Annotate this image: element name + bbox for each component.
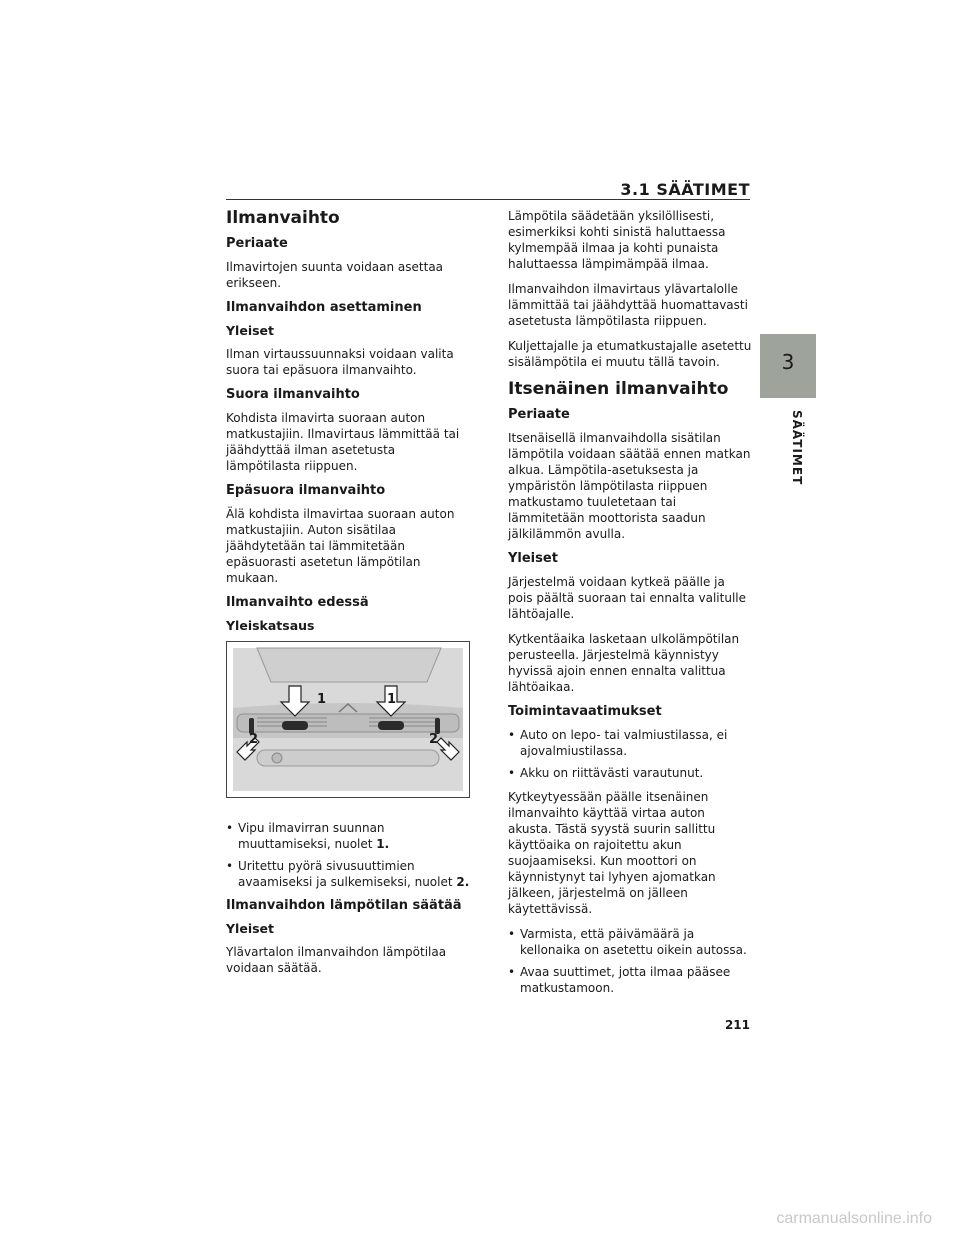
heading-yleiset-2: Yleiset: [226, 921, 274, 936]
text-right-2: Ilmanvaihdon ilmavirtaus ylävartalolle lämmittää tai jäähdyttää huomattavasti asetetusta lämpötilasta riippuen.: [508, 282, 748, 328]
left-column: [226, 208, 470, 985]
text-yleiset-3: Järjestelmä voidaan kytkeä päälle ja pois päältä suoraan tai ennalta valitulle lähtöajalle.: [508, 575, 746, 621]
text-periaate: Ilmavirtojen suunta voidaan asettaa erikseen.: [226, 260, 444, 290]
list-item: • Uritettu pyörä sivusuuttimien avaamiseksi ja sulkemiseksi, nuolet 2.: [226, 858, 470, 890]
heading-periaate-2: Periaate: [508, 407, 570, 422]
heading-itsenainen: Itsenäinen ilmanvaihto: [508, 379, 729, 399]
page-number: 211: [724, 1018, 750, 1032]
chapter-label: SÄÄTIMET: [790, 410, 804, 486]
text-right-3: Kuljettajalle ja etumatkustajalle asetettu sisälämpötila ei muutu tällä tavoin.: [508, 339, 752, 369]
list-item: • Auto on lepo- tai valmiustilassa, ei ajovalmiustilassa.: [508, 727, 752, 759]
text-yleiset-2: Ylävartalon ilmanvaihdon lämpötilaa voidaan säätää.: [226, 945, 447, 975]
heading-edessa: Ilmanvaihto edessä: [226, 595, 369, 610]
text-periaate-2: Itsenäisellä ilmanvaihdolla sisätilan lämpötila voidaan säätää ennen matkan alkua. Lämpötila-asetuksesta ja ympäristön lämpötilasta riippuen matkustamo tuuletetaan tai lämmitetään moottorista saadun jälkilämmön avulla.: [508, 431, 751, 541]
heading-epasuora: Epäsuora ilmanvaihto: [226, 483, 386, 498]
requirements-list: [508, 727, 752, 781]
list-item: • Varmista, että päivämäärä ja kellonaika on asetettu oikein autossa.: [508, 926, 752, 958]
right-column: [508, 208, 752, 1004]
section-header: 3.1 SÄÄTIMET: [620, 180, 750, 199]
list-item: • Avaa suuttimet, jotta ilmaa pääsee matkustamoon.: [508, 964, 752, 996]
heading-toimintavaatimukset: Toimintavaatimukset: [508, 704, 662, 719]
text-kytkenta: Kytkentäaika lasketaan ulkolämpötilan perusteella. Järjestelmä käynnistyy hyvissä ajoin ennen ennalta valittua lähtöaikaa.: [508, 632, 740, 694]
vent-figure: [226, 641, 470, 798]
heading-asettaminen: Ilmanvaihdon asettaminen: [226, 300, 422, 315]
text-suora: Kohdista ilmavirta suoraan auton matkustajiin. Ilmavirtaus lämmittää tai jäähdyttää ilman asetetusta lämpötilasta riippuen.: [226, 411, 460, 473]
heading-periaate: Periaate: [226, 236, 288, 251]
watermark: carmanualsonline.info: [776, 1210, 932, 1227]
text-kytkeytyessa: Kytkeytyessään päälle itsenäinen ilmanvaihto käyttää virtaa auton akusta. Tästä syystä suurin sallittu käyttöaika on rajoitettu akun suojaamiseksi. Kun moottori on käynnistynyt tai lyhyen ajomatkan jälkeen, järjestelmä on jälleen käytettävissä.: [508, 790, 716, 916]
figure-label-2-right: 2: [429, 732, 439, 747]
text-right-1: Lämpötila säädetään yksilöllisesti, esimerkiksi kohti sinistä haluttaessa kylmempää ilmaa ja kohti punaista haluttaessa lämpimämpää ilmaa.: [508, 209, 726, 271]
figure-label-2-left: 2: [249, 732, 259, 747]
text-epasuora: Älä kohdista ilmavirtaa suoraan auton matkustajiin. Auton sisätilaa jäähdytetään tai lämmitetään epäsuorasti asetetun lämpötilan mukaan.: [226, 507, 455, 585]
vent-bullets: [226, 820, 470, 890]
heading-ilmanvaihto: Ilmanvaihto: [226, 208, 340, 228]
heading-suora: Suora ilmanvaihto: [226, 387, 360, 402]
heading-yleiset-3: Yleiset: [508, 551, 558, 566]
figure-label-1-right: 1: [387, 692, 397, 707]
text-yleiset: Ilman virtaussuunnaksi voidaan valita suora tai epäsuora ilmanvaihto.: [226, 347, 454, 377]
chapter-number: 3: [781, 350, 795, 374]
list-item: • Vipu ilmavirran suunnan muuttamiseksi, nuolet 1.: [226, 820, 470, 852]
list-item: • Akku on riittävästi varautunut.: [508, 765, 752, 781]
heading-lampotila: Ilmanvaihdon lämpötilan säätää: [226, 898, 462, 913]
dashboard-vents-illustration: [227, 642, 469, 797]
heading-yleiskatsaus: Yleiskatsaus: [226, 618, 315, 633]
heading-yleiset: Yleiset: [226, 323, 274, 338]
instructions-list: [508, 926, 752, 996]
figure-label-1-left: 1: [317, 692, 327, 707]
header-rule: [226, 199, 750, 200]
